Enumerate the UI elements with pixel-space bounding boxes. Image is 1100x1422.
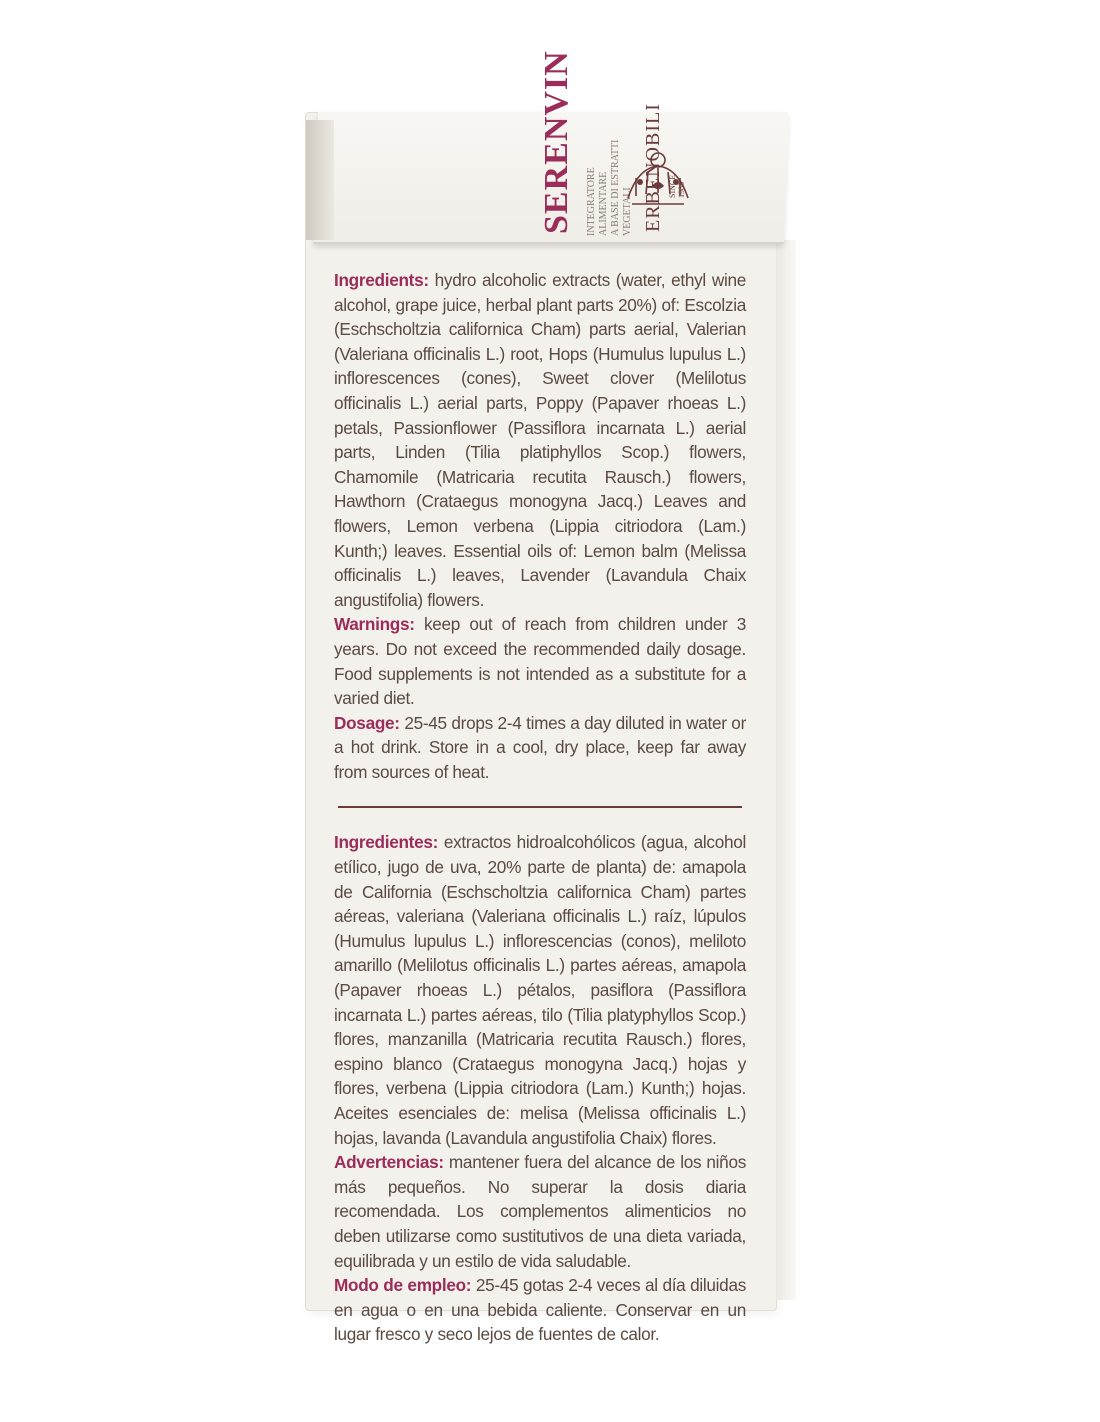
english-warnings-text: keep out of reach from children under 3 years. Do not exceed the recommended daily dosage. Food supplements is not intended as a substitute for a varied diet. xyxy=(334,614,746,709)
box-side-shade xyxy=(776,240,796,1300)
spanish-ingredients xyxy=(334,830,746,1150)
product-name: SERENVIN xyxy=(538,50,575,234)
spanish-warnings-text: mantener fuera del alcance de los niños más pequeños. No superar la dosis diaria recomendada. Los complementos alimenticios no deben utilizarse como sustitutivos de una dieta variada, equilibrada y un estilo de vida saludable. xyxy=(334,1152,746,1271)
english-ingredients-text: hydro alcoholic extracts (water, ethyl wine alcohol, grape juice, herbal plant parts 20%) of: Escolzia (Eschscholtzia californica Cham) parts aerial, Valerian (Valeriana officinalis L.) root, Hops (Humulus lupulus L.) inflorescences (cones), Sweet clover (Melilotus officinalis L.) aerial parts, Poppy (Papaver rhoeas L.) petals, Passionflower (Passiflora incarnata L.) aerial parts, Linden (Tilia platiphyllos Scop.) flowers, Chamomile (Matricaria recutita Rausch.) flowers, Hawthorn (Crataegus monogyna Jacq.) Leaves and flowers, Lemon verbena (Lippia citriodora (Lam.) Kunth;) leaves. Essential oils of: Lemon balm (Melissa officinalis L.) leaves, Lavender (Lavandula Chaix angustifolia) flowers. xyxy=(334,270,746,610)
english-dosage xyxy=(334,711,746,785)
spanish-warnings-label: Advertencias: xyxy=(334,1152,444,1173)
label-text-panel xyxy=(334,268,746,1347)
spanish-dosage-label: Modo de empleo: xyxy=(334,1275,472,1296)
spanish-warnings xyxy=(334,1150,746,1273)
brand-panel xyxy=(530,50,830,238)
english-warnings-label: Warnings: xyxy=(334,614,415,635)
english-dosage-text: 25-45 drops 2-4 times a day diluted in water or a hot drink. Store in a cool, dry place, keep far away from sources of heat. xyxy=(334,712,746,782)
spanish-dosage-text: 25-45 gotas 2-4 veces al día diluidas en agua o en una bebida caliente. Conservar en un lugar fresco y seco lejos de fuentes de calor. xyxy=(334,1275,746,1345)
spanish-dosage xyxy=(334,1273,746,1347)
brand-tagline: SINCE 1988 xyxy=(668,174,686,198)
english-ingredients xyxy=(334,268,746,612)
spanish-ingredients-label: Ingredientes: xyxy=(334,832,439,853)
language-divider xyxy=(338,806,742,808)
product-subtitle-line2: A BASE DI ESTRATTI VEGETALI xyxy=(610,139,633,236)
english-ingredients-label: Ingredients: xyxy=(334,270,429,290)
flap-edge-shade xyxy=(306,120,334,240)
english-dosage-label: Dosage: xyxy=(334,712,400,733)
brand-name: ERBENOBILI xyxy=(642,103,664,232)
english-warnings xyxy=(334,612,746,710)
spanish-ingredients-text: extractos hidroalcohólicos (agua, alcohol etílico, jugo de uva, 20% parte de planta) de: amapola de California (Eschscholtzia californica Cham) partes aéreas, valeriana (Valeriana officinalis L.) raíz, lúpulos (Humulus lupulus L.) inflorescencias (conos), meliloto amarillo (Melilotus officinalis L.) partes aéreas, amapola (Papaver rhoeas L.) pétalos, pasiflora (Passiflora incarnata L.) partes aéreas, tilo (Tilia platyphyllos Scop.) flores, manzanilla (Matricaria recutita Rausch.) flores, espino blanco (Crataegus monogyna Jacq.) hojas y flores, verbena (Lippia citriodora (Lam.) Kunth;) hojas. Aceites esenciales de: melisa (Melissa officinalis L.) hojas, lavanda (Lavandula angustifolia Chaix) flores. xyxy=(334,832,746,1148)
product-subtitle-line1: INTEGRATORE ALIMENTARE xyxy=(586,167,609,236)
